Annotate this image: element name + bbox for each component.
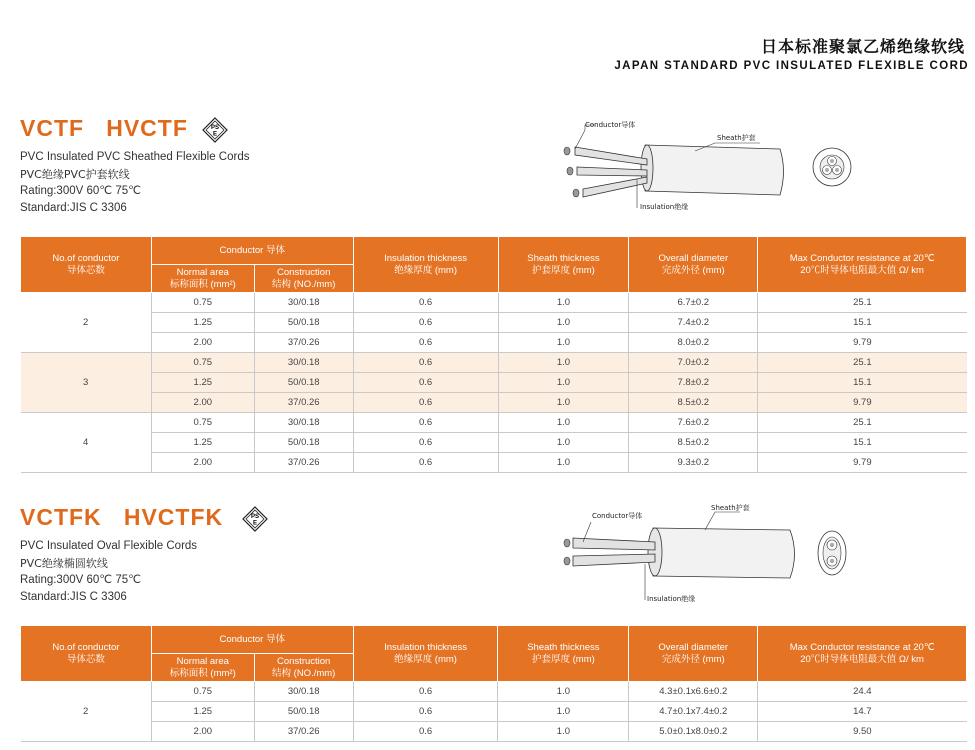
label-conductor: Conductor导体 bbox=[585, 121, 636, 129]
cell-insulation: 0.6 bbox=[353, 293, 498, 313]
col-conductor: Conductor 导体 bbox=[151, 237, 353, 265]
cell-sheath: 1.0 bbox=[498, 413, 629, 433]
cell-diameter: 5.0±0.1x8.0±0.2 bbox=[629, 722, 758, 742]
cell-resistance: 15.1 bbox=[758, 433, 967, 453]
cell-insulation: 0.6 bbox=[353, 353, 498, 373]
cell-diameter: 7.0±0.2 bbox=[629, 353, 758, 373]
label-insulation: Insulation绝缘 bbox=[640, 203, 689, 211]
cell-insulation: 0.6 bbox=[353, 722, 498, 742]
subtitle-cn: PVC绝缘PVC护套软线 bbox=[20, 168, 130, 181]
cell-area: 2.00 bbox=[151, 453, 254, 473]
cell-insulation: 0.6 bbox=[353, 453, 498, 473]
cell-cores: 2 bbox=[21, 682, 152, 742]
label-insulation: Insulation绝缘 bbox=[647, 595, 696, 603]
catalog-title-cn: 日本标准聚氯乙烯绝缘软线 bbox=[760, 37, 965, 56]
col-resistance: Max Conductor resistance at 20℃ 20℃时导体电阻最大值 Ω/ km bbox=[758, 626, 967, 682]
cell-construction: 50/0.18 bbox=[254, 433, 353, 453]
cell-insulation: 0.6 bbox=[353, 433, 498, 453]
table-row bbox=[21, 722, 967, 742]
subtitle-en: PVC Insulated PVC Sheathed Flexible Cords bbox=[20, 151, 250, 163]
cell-resistance: 25.1 bbox=[758, 293, 967, 313]
cell-diameter: 7.6±0.2 bbox=[629, 413, 758, 433]
cell-sheath: 1.0 bbox=[498, 393, 629, 413]
table-row bbox=[21, 413, 967, 433]
col-overall-diameter: Overall diameter 完成外径 (mm) bbox=[629, 237, 758, 293]
cell-construction: 37/0.26 bbox=[254, 722, 353, 742]
cell-sheath: 1.0 bbox=[498, 722, 629, 742]
cell-construction: 50/0.18 bbox=[254, 702, 353, 722]
cell-construction: 37/0.26 bbox=[254, 333, 353, 353]
table-row bbox=[21, 393, 967, 413]
cell-area: 1.25 bbox=[151, 702, 254, 722]
pse-mark-icon bbox=[202, 117, 228, 143]
cell-construction: 37/0.26 bbox=[254, 393, 353, 413]
rating: Rating:300V 60℃ 75℃ bbox=[20, 574, 142, 586]
cell-insulation: 0.6 bbox=[353, 333, 498, 353]
cell-resistance: 9.79 bbox=[758, 333, 967, 353]
cell-cores: 2 bbox=[21, 293, 152, 353]
cell-area: 2.00 bbox=[151, 333, 254, 353]
rating: Rating:300V 60℃ 75℃ bbox=[20, 185, 142, 197]
cell-construction: 30/0.18 bbox=[254, 413, 353, 433]
pse-mark-line1: PS bbox=[210, 125, 220, 131]
cell-insulation: 0.6 bbox=[353, 682, 498, 702]
cell-area: 1.25 bbox=[151, 313, 254, 333]
cell-insulation: 0.6 bbox=[353, 373, 498, 393]
table-row bbox=[21, 353, 967, 373]
spec-table-body bbox=[21, 682, 967, 742]
table-row bbox=[21, 333, 967, 353]
cell-resistance: 15.1 bbox=[758, 313, 967, 333]
catalog-title-en: JAPAN STANDARD PVC INSULATED FLEXIBLE CORD bbox=[614, 60, 969, 72]
section-vctf bbox=[20, 115, 220, 142]
cell-sheath: 1.0 bbox=[498, 433, 629, 453]
col-normal-area: Normal area 标称面积 (mm²) bbox=[151, 654, 254, 682]
cell-sheath: 1.0 bbox=[498, 373, 629, 393]
cell-insulation: 0.6 bbox=[353, 413, 498, 433]
cell-diameter: 4.3±0.1x6.6±0.2 bbox=[629, 682, 758, 702]
cell-resistance: 9.79 bbox=[758, 393, 967, 413]
cell-sheath: 1.0 bbox=[498, 682, 629, 702]
section-vctfk bbox=[20, 504, 260, 531]
spec-table-vctfk bbox=[20, 625, 967, 742]
cable-diagram-round bbox=[555, 115, 855, 215]
col-overall-diameter: Overall diameter 完成外径 (mm) bbox=[629, 626, 758, 682]
table-row bbox=[21, 433, 967, 453]
cell-area: 2.00 bbox=[151, 393, 254, 413]
cell-resistance: 9.79 bbox=[758, 453, 967, 473]
cell-area: 2.00 bbox=[151, 722, 254, 742]
section-vctfk-specs bbox=[20, 538, 197, 606]
cell-construction: 30/0.18 bbox=[254, 293, 353, 313]
cell-diameter: 8.5±0.2 bbox=[629, 393, 758, 413]
cell-insulation: 0.6 bbox=[353, 702, 498, 722]
table-row bbox=[21, 682, 967, 702]
cell-construction: 30/0.18 bbox=[254, 353, 353, 373]
cell-area: 0.75 bbox=[151, 353, 254, 373]
cell-insulation: 0.6 bbox=[353, 393, 498, 413]
label-sheath: Sheath护套 bbox=[717, 134, 756, 142]
section-vctf-specs bbox=[20, 149, 249, 217]
spec-table-vctf bbox=[20, 236, 967, 473]
cell-area: 0.75 bbox=[151, 413, 254, 433]
subtitle-cn: PVC绝缘椭圆软线 bbox=[20, 557, 108, 570]
cell-sheath: 1.0 bbox=[498, 353, 629, 373]
cell-diameter: 6.7±0.2 bbox=[629, 293, 758, 313]
product-title: VCTF HVCTF bbox=[20, 115, 188, 141]
col-sheath: Sheath thickness 护套厚度 (mm) bbox=[498, 626, 629, 682]
spec-table-body bbox=[21, 293, 967, 473]
cell-resistance: 9.50 bbox=[758, 722, 967, 742]
cell-insulation: 0.6 bbox=[353, 313, 498, 333]
standard: Standard:JIS C 3306 bbox=[20, 202, 127, 214]
cell-diameter: 7.4±0.2 bbox=[629, 313, 758, 333]
cell-cores: 4 bbox=[21, 413, 152, 473]
pse-mark-line1: PS bbox=[250, 514, 260, 520]
cell-resistance: 24.4 bbox=[758, 682, 967, 702]
col-no-conductor: No.of conductor 导体芯数 bbox=[21, 237, 152, 293]
cell-construction: 50/0.18 bbox=[254, 313, 353, 333]
table-row bbox=[21, 702, 967, 722]
cell-area: 1.25 bbox=[151, 373, 254, 393]
cell-construction: 50/0.18 bbox=[254, 373, 353, 393]
cell-area: 1.25 bbox=[151, 433, 254, 453]
pse-mark-line2: E bbox=[212, 131, 218, 138]
cell-sheath: 1.0 bbox=[498, 702, 629, 722]
pse-mark-line2: E bbox=[252, 520, 258, 527]
cell-diameter: 9.3±0.2 bbox=[629, 453, 758, 473]
cell-resistance: 25.1 bbox=[758, 413, 967, 433]
cell-area: 0.75 bbox=[151, 293, 254, 313]
cable-diagram-oval bbox=[555, 500, 855, 610]
label-conductor: Conductor导体 bbox=[592, 512, 643, 520]
col-conductor: Conductor 导体 bbox=[151, 626, 353, 654]
cell-sheath: 1.0 bbox=[498, 313, 629, 333]
col-construction: Construction 结构 (NO./mm) bbox=[254, 265, 353, 293]
table-row bbox=[21, 293, 967, 313]
subtitle-en: PVC Insulated Oval Flexible Cords bbox=[20, 540, 198, 552]
col-sheath: Sheath thickness 护套厚度 (mm) bbox=[498, 237, 629, 293]
cell-resistance: 25.1 bbox=[758, 353, 967, 373]
col-resistance: Max Conductor resistance at 20℃ 20℃时导体电阻最大值 Ω/ km bbox=[758, 237, 967, 293]
col-insulation: Insulation thickness 绝缘厚度 (mm) bbox=[353, 626, 498, 682]
table-row bbox=[21, 373, 967, 393]
cell-area: 0.75 bbox=[151, 682, 254, 702]
pse-mark-icon bbox=[242, 506, 268, 532]
cell-sheath: 1.0 bbox=[498, 333, 629, 353]
standard: Standard:JIS C 3306 bbox=[20, 591, 127, 603]
cell-construction: 37/0.26 bbox=[254, 453, 353, 473]
col-no-conductor: No.of conductor 导体芯数 bbox=[21, 626, 152, 682]
cell-diameter: 8.5±0.2 bbox=[629, 433, 758, 453]
cell-resistance: 14.7 bbox=[758, 702, 967, 722]
table-row bbox=[21, 453, 967, 473]
product-title: VCTFK HVCTFK bbox=[20, 504, 224, 530]
col-normal-area: Normal area 标称面积 (mm²) bbox=[151, 265, 254, 293]
cell-construction: 30/0.18 bbox=[254, 682, 353, 702]
cell-diameter: 8.0±0.2 bbox=[629, 333, 758, 353]
label-sheath: Sheath护套 bbox=[711, 504, 750, 512]
cell-resistance: 15.1 bbox=[758, 373, 967, 393]
cell-cores: 3 bbox=[21, 353, 152, 413]
table-row bbox=[21, 313, 967, 333]
cell-sheath: 1.0 bbox=[498, 453, 629, 473]
cell-diameter: 4.7±0.1x7.4±0.2 bbox=[629, 702, 758, 722]
cell-sheath: 1.0 bbox=[498, 293, 629, 313]
col-insulation: Insulation thickness 绝缘厚度 (mm) bbox=[353, 237, 498, 293]
col-construction: Construction 结构 (NO./mm) bbox=[254, 654, 353, 682]
cell-diameter: 7.8±0.2 bbox=[629, 373, 758, 393]
